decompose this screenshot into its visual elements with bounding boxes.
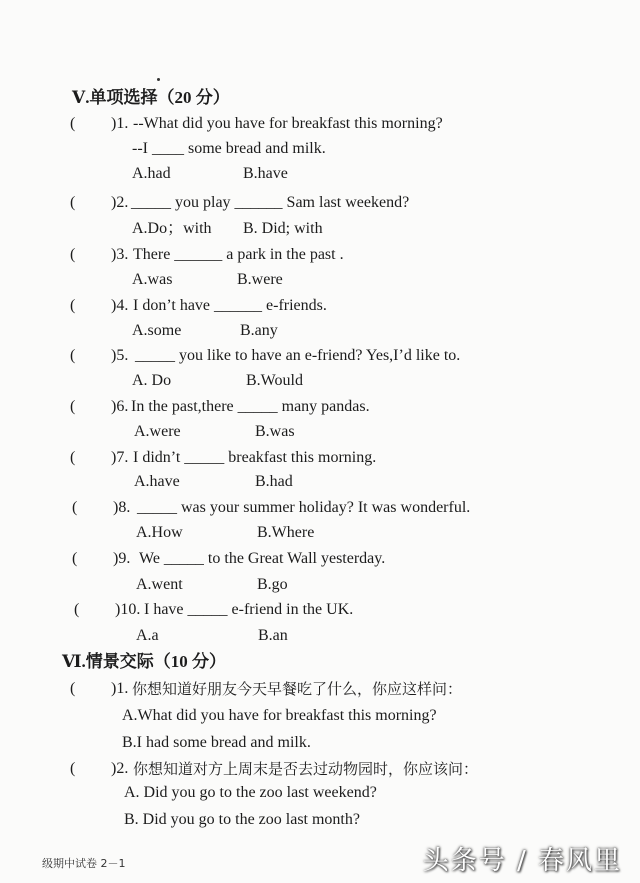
section-5-title: Ⅴ.单项选择（20 分） (72, 88, 230, 107)
answer-paren: ( (70, 760, 76, 777)
option-a: A.was (132, 271, 173, 288)
answer-paren: ( (70, 115, 76, 132)
question-number: )7. (111, 449, 129, 466)
question-number: )10. (115, 601, 141, 618)
answer-paren: ( (72, 499, 78, 516)
watermark: 头条号 / 春风里 (422, 846, 622, 876)
question-number: )2. (111, 760, 129, 777)
question-text: _____ was your summer holiday? It was wonderful. (137, 499, 471, 516)
option-b: B.Would (246, 372, 303, 389)
question-text: In the past,there _____ many pandas. (131, 398, 370, 415)
question-number: )9. (113, 550, 131, 567)
question-text: --What did you have for breakfast this morning? (133, 115, 443, 132)
option-a: A.How (136, 524, 183, 541)
answer-paren: ( (70, 398, 76, 415)
option-b: B.were (237, 271, 283, 288)
question-text: _____ you play ______ Sam last weekend? (131, 194, 410, 211)
option-a: A.have (134, 473, 180, 490)
option-b: B.I had some bread and milk. (122, 734, 311, 751)
question-text: There ______ a park in the past . (133, 246, 344, 263)
question-number: )6. (111, 398, 129, 415)
question-number: )3. (111, 246, 129, 263)
answer-paren: ( (70, 297, 76, 314)
option-a: A.were (134, 423, 181, 440)
question-reply: --I ____ some bread and milk. (132, 140, 326, 157)
answer-paren: ( (72, 550, 78, 567)
option-b: B.Where (257, 524, 315, 541)
question-number: )1. (111, 680, 129, 697)
question-text: I have _____ e-friend in the UK. (144, 601, 354, 618)
answer-paren: ( (70, 449, 76, 466)
option-b: B.an (258, 627, 288, 644)
option-b: B.have (243, 165, 288, 182)
option-a: A.Do；with (132, 220, 212, 237)
answer-paren: ( (70, 194, 76, 211)
page-footer: 级期中试卷 2－1 (42, 857, 126, 870)
question-number: )1. (111, 115, 129, 132)
question-number: )5. (111, 347, 129, 364)
question-text: We _____ to the Great Wall yesterday. (139, 550, 386, 567)
option-a: A.What did you have for breakfast this morning? (122, 707, 437, 724)
question-number: )8. (113, 499, 131, 516)
question-text: I don’t have ______ e-friends. (133, 297, 327, 314)
answer-paren: ( (70, 680, 76, 697)
option-a: A.went (136, 576, 183, 593)
option-b: B. Did you go to the zoo last month? (124, 811, 360, 828)
option-a: A.some (132, 322, 182, 339)
option-b: B.had (255, 473, 293, 490)
question-text: 你想知道好朋友今天早餐吃了什么，你应这样问： (132, 680, 463, 698)
option-b: B.was (255, 423, 295, 440)
answer-paren: ( (70, 347, 76, 364)
answer-paren: ( (70, 246, 76, 263)
option-b: B.any (240, 322, 278, 339)
question-text: 你想知道对方上周末是否去过动物园时，你应该问： (133, 760, 479, 778)
option-b: B.go (257, 576, 288, 593)
question-number: )4. (111, 297, 129, 314)
option-a: A.had (132, 165, 171, 182)
scan-speck (157, 78, 160, 81)
question-text: _____ you like to have an e-friend? Yes,I’d like to. (135, 347, 461, 364)
option-a: A.a (136, 627, 159, 644)
option-a: A. Do (132, 372, 172, 389)
section-6-title: Ⅵ.情景交际（10 分） (62, 652, 227, 671)
option-b: B. Did; with (243, 220, 323, 237)
question-text: I didn’t _____ breakfast this morning. (133, 449, 377, 466)
answer-paren: ( (74, 601, 80, 618)
question-number: )2. (111, 194, 129, 211)
option-a: A. Did you go to the zoo last weekend? (124, 784, 377, 801)
